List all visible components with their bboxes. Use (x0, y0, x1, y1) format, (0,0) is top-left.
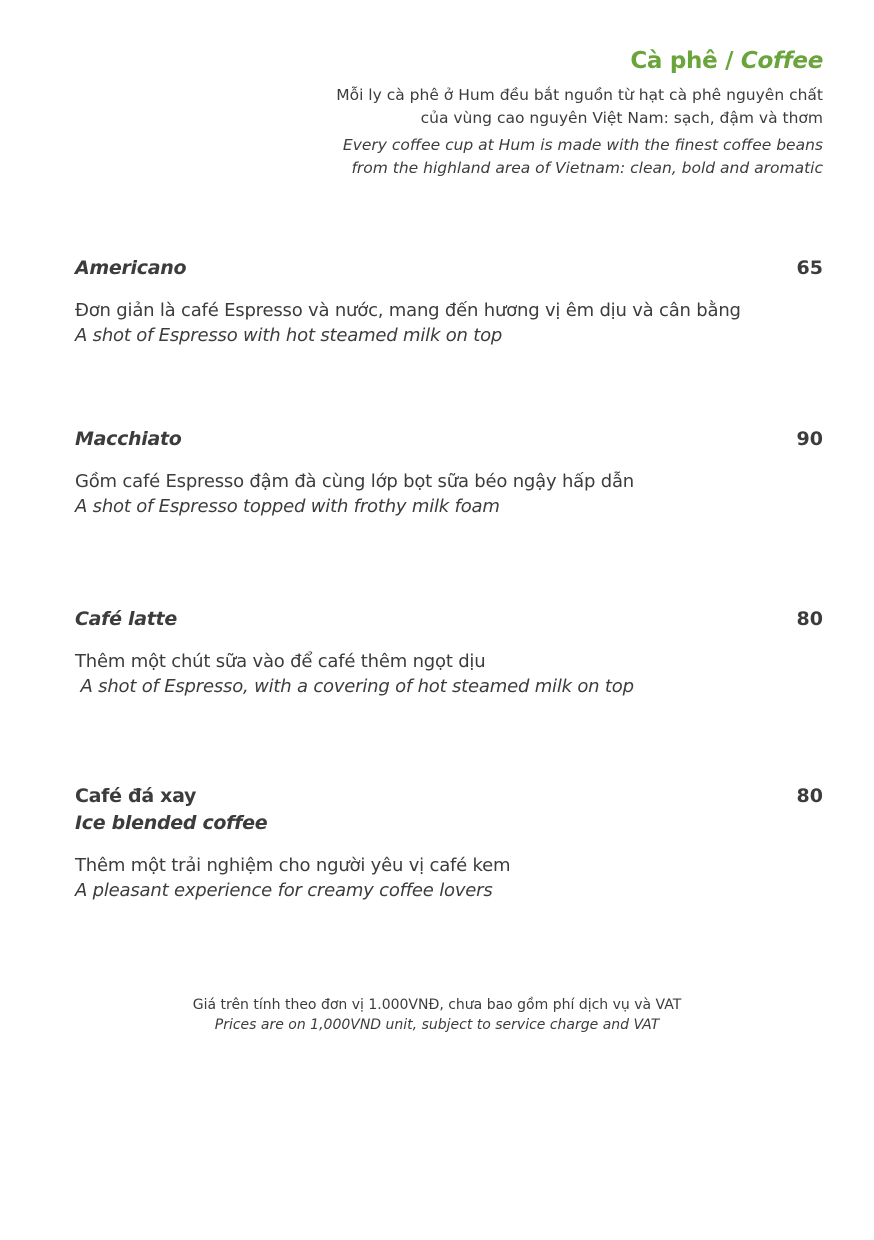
item-price: 65 (796, 257, 823, 279)
intro-vietnamese (336, 84, 823, 130)
intro-vi-line-1: Mỗi ly cà phê ở Hum đều bắt nguồn từ hạt cà phê nguyên chất (336, 86, 823, 104)
item-name: Americano (75, 257, 187, 279)
item-description-vi: Đơn giản là café Espresso và nước, mang đến hương vị êm dịu và cân bằng (75, 300, 741, 321)
price-footnote (0, 995, 874, 1035)
section-title-vi: Cà phê / (630, 48, 741, 74)
section-title (336, 44, 823, 78)
item-name: Café đá xay (75, 785, 197, 807)
intro-vi-line-2: của vùng cao nguyên Việt Nam: sạch, đậm và thơm (420, 109, 823, 127)
item-heading-row (75, 426, 823, 453)
item-price: 90 (796, 428, 823, 450)
item-subname: Ice blended coffee (75, 812, 268, 834)
menu-item-macchiato (75, 426, 823, 519)
item-price: 80 (796, 785, 823, 807)
item-heading-row (75, 255, 823, 282)
item-heading-row (75, 606, 823, 633)
footnote-en: Prices are on 1,000VND unit, subject to service charge and VAT (214, 1017, 660, 1033)
intro-en-line-2: from the highland area of Vietnam: clean, bold and aromatic (351, 159, 823, 177)
item-description-en: A shot of Espresso topped with frothy milk foam (75, 496, 500, 517)
intro-english (336, 134, 823, 180)
item-description-vi: Thêm một chút sữa vào để café thêm ngọt dịu (75, 651, 486, 672)
item-name: Macchiato (75, 428, 182, 450)
item-description-en: A pleasant experience for creamy coffee lovers (75, 880, 493, 901)
item-heading-row (75, 783, 823, 810)
footnote-vi: Giá trên tính theo đơn vị 1.000VNĐ, chưa bao gồm phí dịch vụ và VAT (192, 997, 682, 1013)
item-description-vi: Gồm café Espresso đậm đà cùng lớp bọt sữa béo ngậy hấp dẫn (75, 471, 635, 492)
item-description-en: A shot of Espresso with hot steamed milk on top (75, 325, 503, 346)
item-description-vi: Thêm một trải nghiệm cho người yêu vị café kem (75, 855, 511, 876)
menu-item-cafe-da-xay (75, 783, 823, 903)
menu-item-americano (75, 255, 823, 348)
menu-item-cafe-latte (75, 606, 823, 699)
item-name: Café latte (75, 608, 177, 630)
menu-header (336, 44, 823, 180)
section-title-en: Coffee (740, 48, 823, 74)
intro-en-line-1: Every coffee cup at Hum is made with the finest coffee beans (342, 136, 823, 154)
item-description-en: A shot of Espresso, with a covering of hot steamed milk on top (75, 676, 634, 697)
item-price: 80 (796, 608, 823, 630)
